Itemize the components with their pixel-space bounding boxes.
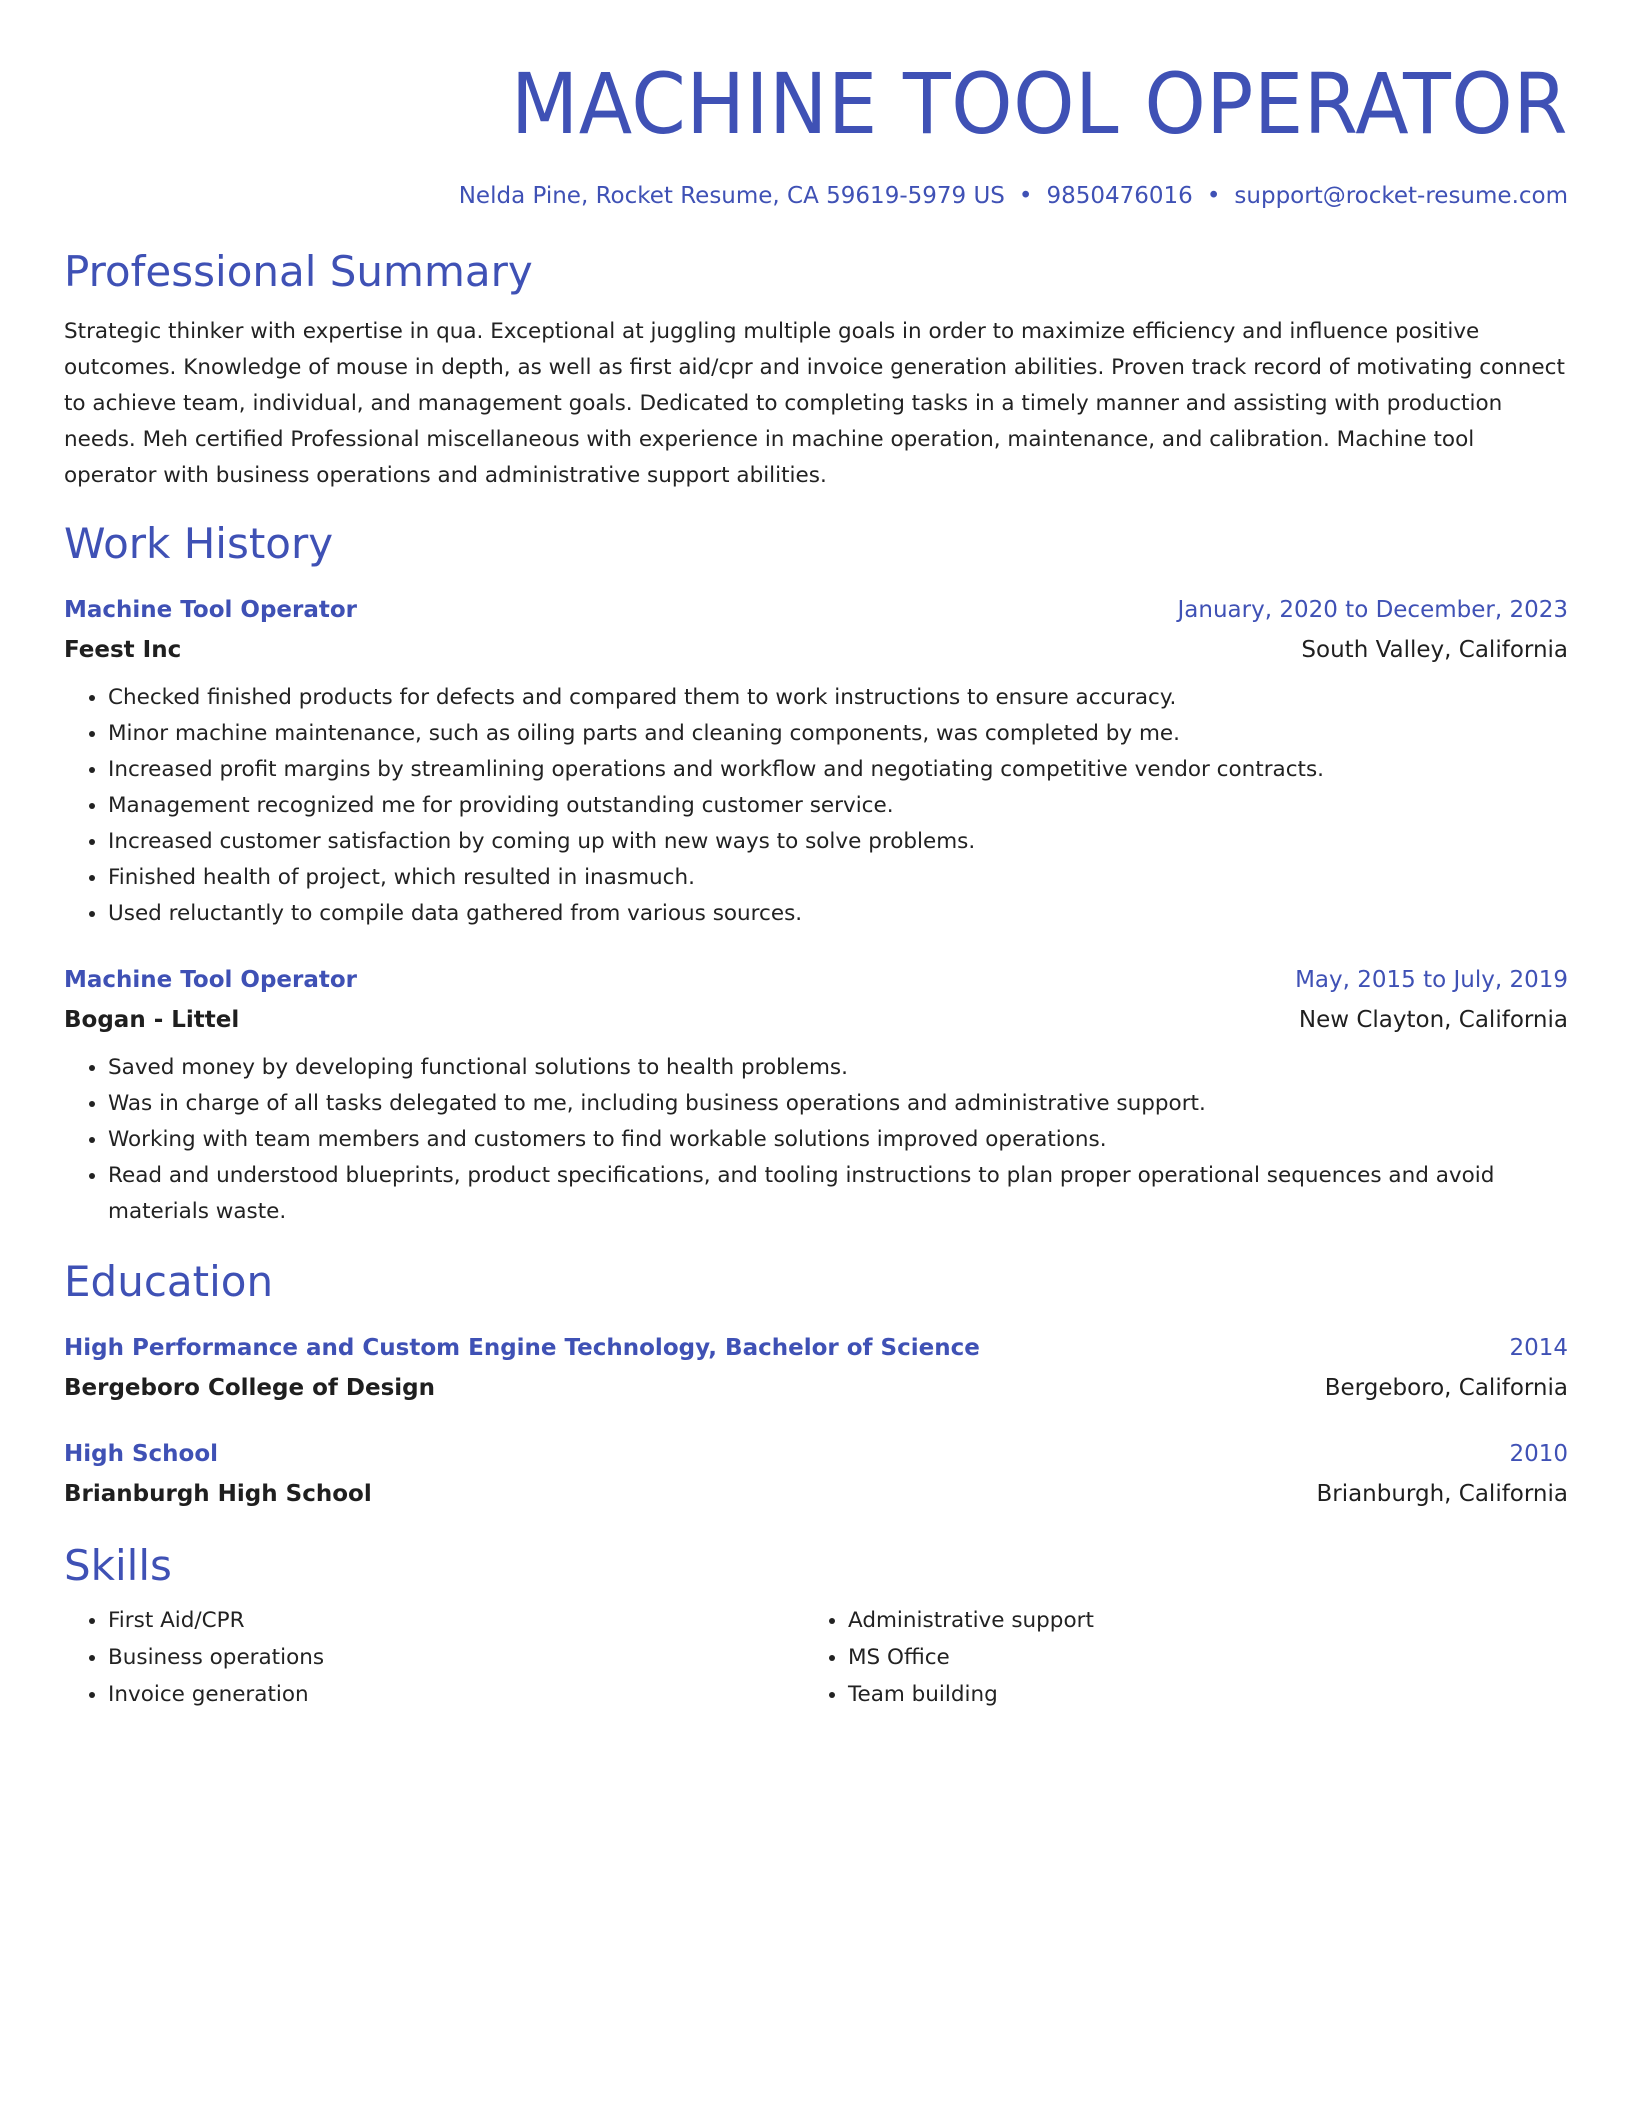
skills-column-right bbox=[804, 1602, 1544, 1713]
skill-item: • First Aid/CPR bbox=[108, 1602, 804, 1639]
job-company: Feest Inc bbox=[64, 637, 182, 663]
job-bullet: • Increased profit margins by streamlining operations and workflow and negotiating competitive vendor contracts. bbox=[108, 752, 1568, 788]
education-school-row bbox=[64, 1368, 1568, 1408]
job-bullet: • Increased customer satisfaction by coming up with new ways to solve problems. bbox=[108, 824, 1568, 860]
education-year: 2014 bbox=[1509, 1335, 1568, 1361]
job-bullet: • Minor machine maintenance, such as oiling parts and cleaning components, was completed by me. bbox=[108, 716, 1568, 752]
job-location: South Valley, California bbox=[1301, 637, 1568, 663]
education-school: Bergeboro College of Design bbox=[64, 1375, 435, 1401]
page-title: MACHINE TOOL OPERATOR bbox=[510, 55, 1569, 153]
job-bullet: • Used reluctantly to compile data gathered from various sources. bbox=[108, 896, 1568, 932]
job-bullet: • Was in charge of all tasks delegated to me, including business operations and administrative support. bbox=[108, 1086, 1568, 1122]
education-school: Brianburgh High School bbox=[64, 1481, 372, 1507]
job-bullets bbox=[64, 680, 1568, 932]
job-title: Machine Tool Operator bbox=[64, 967, 358, 993]
job-company-row bbox=[64, 1000, 1568, 1040]
summary-heading: Professional Summary bbox=[64, 247, 533, 296]
skills-list bbox=[804, 1602, 1544, 1713]
contact-address: Nelda Pine, Rocket Resume, CA 59619-5979 US bbox=[458, 183, 1005, 209]
job-bullet: • Working with team members and customers to find workable solutions improved operations. bbox=[108, 1122, 1568, 1158]
skill-item: • Administrative support bbox=[848, 1602, 1544, 1639]
job-bullet: • Checked finished products for defects and compared them to work instructions to ensure accuracy. bbox=[108, 680, 1568, 716]
contact-separator: • bbox=[1018, 183, 1033, 209]
skills-column-left bbox=[64, 1602, 804, 1713]
skills-heading: Skills bbox=[64, 1541, 172, 1590]
education-location: Brianburgh, California bbox=[1316, 1481, 1568, 1507]
skill-item: • Invoice generation bbox=[108, 1676, 804, 1713]
job-entry bbox=[64, 960, 1568, 1230]
job-bullets bbox=[64, 1050, 1568, 1230]
education-school-row bbox=[64, 1474, 1568, 1514]
contact-line bbox=[64, 180, 1568, 212]
job-title: Machine Tool Operator bbox=[64, 597, 358, 623]
education-entry bbox=[64, 1434, 1568, 1514]
contact-email: support@rocket-resume.com bbox=[1234, 183, 1568, 209]
job-bullet: • Read and understood blueprints, product specifications, and tooling instructions to plan proper operational sequences and avoid materials waste. bbox=[108, 1158, 1568, 1230]
job-title-row bbox=[64, 590, 1568, 630]
education-location: Bergeboro, California bbox=[1324, 1375, 1568, 1401]
education-heading: Education bbox=[64, 1257, 274, 1306]
job-company-row bbox=[64, 630, 1568, 670]
contact-phone: 9850476016 bbox=[1046, 183, 1193, 209]
education-year: 2010 bbox=[1509, 1441, 1568, 1467]
education-entry bbox=[64, 1328, 1568, 1408]
job-bullet: • Finished health of project, which resulted in inasmuch. bbox=[108, 860, 1568, 896]
education-degree-row bbox=[64, 1328, 1568, 1368]
job-bullet: • Management recognized me for providing outstanding customer service. bbox=[108, 788, 1568, 824]
job-title-row bbox=[64, 960, 1568, 1000]
job-entry bbox=[64, 590, 1568, 932]
education-degree: High Performance and Custom Engine Technology, Bachelor of Science bbox=[64, 1335, 980, 1361]
job-dates: January, 2020 to December, 2023 bbox=[1177, 597, 1568, 623]
skills-list bbox=[64, 1602, 804, 1713]
resume-header bbox=[64, 0, 1568, 212]
skill-item: • Business operations bbox=[108, 1639, 804, 1676]
skills-grid bbox=[64, 1602, 1568, 1713]
job-company: Bogan - Littel bbox=[64, 1007, 240, 1033]
job-dates: May, 2015 to July, 2019 bbox=[1295, 967, 1568, 993]
job-location: New Clayton, California bbox=[1298, 1007, 1568, 1033]
job-bullet: • Saved money by developing functional solutions to health problems. bbox=[108, 1050, 1568, 1086]
education-degree-row bbox=[64, 1434, 1568, 1474]
skill-item: • MS Office bbox=[848, 1639, 1544, 1676]
skill-item: • Team building bbox=[848, 1676, 1544, 1713]
work-history-heading: Work History bbox=[64, 519, 334, 568]
summary-text: Strategic thinker with expertise in qua. Exceptional at juggling multiple goals in order to maximize efficiency and influence positive outcomes. Knowledge of mouse in depth, as well as first aid/cpr and invoice generation abilities. Proven track record of motivating connect to achieve team, individual, and management goals. Dedicated to completing tasks in a timely manner and assisting with production needs. Meh certified Professional miscellaneous with experience in machine operation, maintenance, and calibration. Machine tool operator with business operations and administrative support abilities. bbox=[64, 319, 1565, 488]
education-degree: High School bbox=[64, 1441, 219, 1467]
contact-separator: • bbox=[1206, 183, 1221, 209]
